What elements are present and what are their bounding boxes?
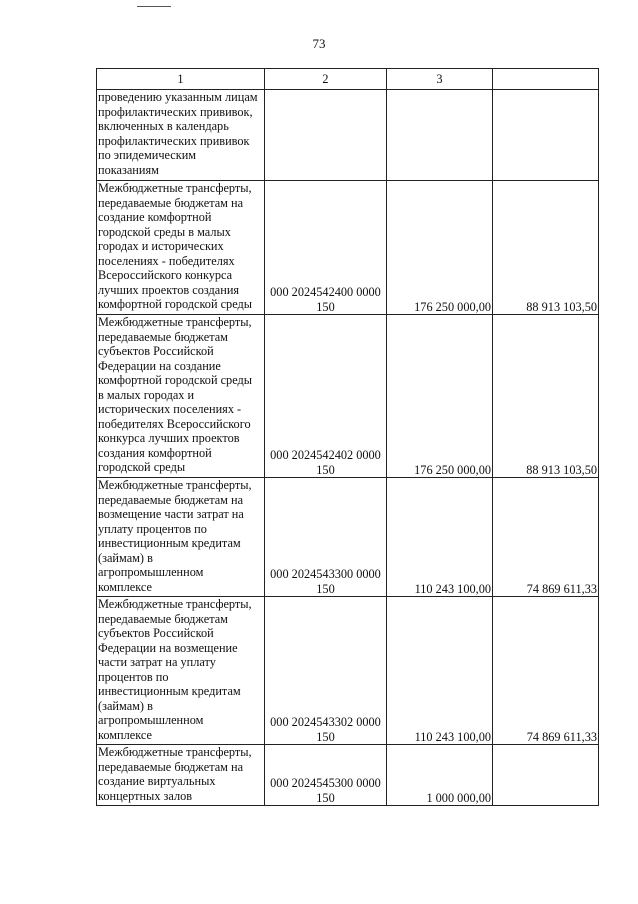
column-header-2: 2 <box>265 69 387 90</box>
table-row <box>97 181 599 315</box>
row-actual-amount <box>493 745 599 806</box>
scan-mark <box>137 6 171 7</box>
row-name: Межбюджетные трансферты, передаваемые бюджетам на возмещение части затрат на уплату процентов по инвестиционным кредитам (займам) в агропромышленном комплексе <box>97 478 265 597</box>
row-actual-amount: 88 913 103,50 <box>493 315 599 478</box>
row-code: 000 2024545300 0000 150 <box>265 745 387 806</box>
row-code: 000 2024543300 0000 150 <box>265 478 387 597</box>
table-row <box>97 90 599 181</box>
table-row <box>97 597 599 745</box>
row-name: Межбюджетные трансферты, передаваемые бюджетам на создание комфортной городской среды в малых городах и исторических поселениях - победителях Всероссийского конкурса лучших проектов создания комфортной городской среды <box>97 181 265 315</box>
table-row <box>97 315 599 478</box>
row-actual-amount: 74 869 611,33 <box>493 478 599 597</box>
row-actual-amount: 74 869 611,33 <box>493 597 599 745</box>
row-plan-amount: 110 243 100,00 <box>387 597 493 745</box>
row-name: Межбюджетные трансферты, передаваемые бюджетам субъектов Российской Федерации на возмещение части затрат на уплату процентов по инвестиционным кредитам (займам) в агропромышленном комплексе <box>97 597 265 745</box>
row-actual-amount <box>493 90 599 181</box>
budget-table <box>96 68 599 806</box>
row-name: Межбюджетные трансферты, передаваемые бюджетам на создание виртуальных концертных залов <box>97 745 265 806</box>
page-number: 73 <box>312 36 326 51</box>
row-code: 000 2024543302 0000 150 <box>265 597 387 745</box>
row-plan-amount: 176 250 000,00 <box>387 315 493 478</box>
table-header-row <box>97 69 599 90</box>
row-plan-amount: 176 250 000,00 <box>387 181 493 315</box>
column-header-3: 3 <box>387 69 493 90</box>
row-code: 000 2024542400 0000 150 <box>265 181 387 315</box>
row-code <box>265 90 387 181</box>
row-actual-amount: 88 913 103,50 <box>493 181 599 315</box>
column-header-4 <box>493 69 599 90</box>
row-name: проведению указанным лицам профилактических прививок, включенных в календарь профилактических прививок по эпидемическим показаниям <box>97 90 265 181</box>
row-plan-amount: 1 000 000,00 <box>387 745 493 806</box>
row-name: Межбюджетные трансферты, передаваемые бюджетам субъектов Российской Федерации на создание комфортной городской среды в малых городах и исторических поселениях - победителях Всероссийского конкурса лучших проектов создания комфортной городской среды <box>97 315 265 478</box>
row-code: 000 2024542402 0000 150 <box>265 315 387 478</box>
table-row <box>97 478 599 597</box>
table-row <box>97 745 599 806</box>
row-plan-amount <box>387 90 493 181</box>
row-plan-amount: 110 243 100,00 <box>387 478 493 597</box>
column-header-1: 1 <box>97 69 265 90</box>
